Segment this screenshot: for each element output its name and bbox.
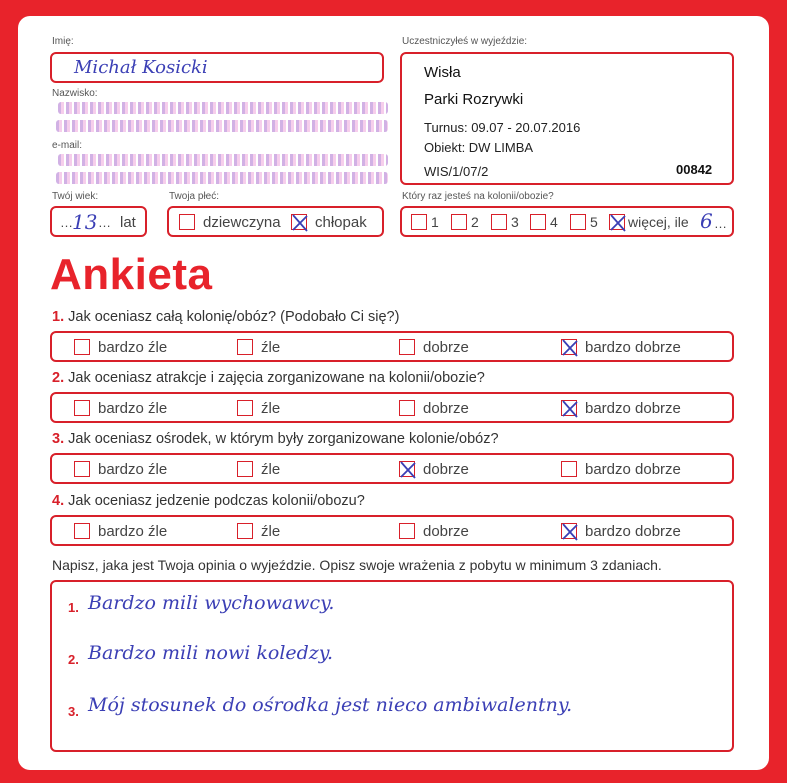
redacted-email-2 [56,172,388,184]
gender-checkbox-boy[interactable] [291,214,307,230]
times-option-1: 1 [431,214,439,230]
opinion-textarea[interactable] [50,580,734,752]
rating-option-label: bardzo źle [98,339,168,356]
trip-info-box [400,52,734,185]
trip-turnus: Turnus: 09.07 - 20.07.2016 [424,120,581,135]
email-label: e-mail: [52,140,83,151]
rating-option-label: bardzo dobrze [585,461,681,478]
opinion-line-number: 1. [68,600,79,615]
opinion-line-2: Bardzo mili nowi koledzy. [88,642,334,664]
redacted-surname-2 [56,120,388,132]
gender-field [167,206,384,237]
check-mark-icon [608,213,628,233]
opinion-prompt: Napisz, jaka jest Twoja opinia o wyjeździe. Opisz swoje wrażenia z pobytu w minimum 3 zdaniach. [52,557,662,573]
check-mark-icon [560,399,580,419]
rating-option-label: bardzo źle [98,523,168,540]
times-label: Który raz jesteś na kolonii/obozie? [402,191,554,202]
check-mark-icon [560,522,580,542]
rating-option-label: bardzo dobrze [585,400,681,417]
redacted-email [58,154,388,166]
rating-checkbox[interactable] [74,400,90,416]
question-number: 4. [52,493,65,509]
rating-checkbox[interactable] [561,339,577,355]
question-3-options [50,453,734,484]
rating-checkbox[interactable] [561,523,577,539]
times-option-2: 2 [471,214,479,230]
rating-option-label: źle [261,523,281,540]
rating-option-label: bardzo dobrze [585,523,681,540]
trip-label: Uczestniczyłeś w wyjeździe: [402,36,528,47]
opinion-line-1: Bardzo mili wychowawcy. [88,592,335,614]
redacted-surname [58,102,388,114]
rating-option-label: dobrze [423,461,469,478]
times-checkbox-4[interactable] [530,214,546,230]
times-checkbox-more[interactable] [609,214,625,230]
times-option-5: 5 [590,214,598,230]
rating-option-label: dobrze [423,339,469,356]
check-mark-icon [560,338,580,358]
trip-program: Parki Rozrywki [424,91,524,108]
surname-label: Nazwisko: [52,88,98,99]
question-3-text [52,431,499,447]
trip-place: Wisła [424,64,461,81]
name-label: Imię: [52,36,74,47]
opinion-line-number: 3. [68,704,79,719]
rating-checkbox[interactable] [399,461,415,477]
times-checkbox-3[interactable] [491,214,507,230]
rating-checkbox[interactable] [74,523,90,539]
page-title: Ankieta [50,250,213,299]
question-label: Jak oceniasz atrakcje i zajęcia zorganizowane na kolonii/obozie? [68,370,485,386]
name-value: Michał Kosicki [74,57,208,78]
trip-code: WIS/1/07/2 [424,164,489,179]
rating-checkbox[interactable] [399,523,415,539]
rating-checkbox[interactable] [399,339,415,355]
trip-obiekt: Obiekt: DW LIMBA [424,140,534,155]
question-4-options [50,515,734,546]
times-option-4: 4 [550,214,558,230]
times-dots: … [714,216,727,231]
question-label: Jak oceniasz ośrodek, w którym były zorganizowane kolonie/obóz? [68,431,499,447]
survey-sheet [18,16,769,770]
rating-checkbox[interactable] [237,461,253,477]
rating-option-label: bardzo źle [98,461,168,478]
question-2-options [50,392,734,423]
rating-option-label: źle [261,461,281,478]
times-option-3: 3 [511,214,519,230]
question-1-options [50,331,734,362]
gender-option-boy: chłopak [315,214,367,231]
rating-checkbox[interactable] [561,461,577,477]
question-number: 2. [52,370,65,386]
age-unit: lat [120,214,136,231]
gender-option-girl: dziewczyna [203,214,281,231]
age-value: 13 [72,210,98,234]
rating-option-label: bardzo źle [98,400,168,417]
question-2-text [52,370,485,386]
rating-checkbox[interactable] [237,339,253,355]
question-number: 3. [52,431,65,447]
gender-checkbox-girl[interactable] [179,214,195,230]
check-mark-icon [290,213,310,233]
rating-option-label: źle [261,400,281,417]
rating-option-label: źle [261,339,281,356]
rating-checkbox[interactable] [399,400,415,416]
opinion-line-3: Mój stosunek do ośrodka jest nieco ambiwalentny. [88,694,573,716]
question-4-text [52,493,365,509]
question-label: Jak oceniasz jedzenie podczas kolonii/obozu? [68,493,365,509]
question-1-text [52,309,399,325]
times-more-value: 6 [700,209,713,233]
question-label: Jak oceniasz całą kolonię/obóz? (Podobało Ci się?) [68,309,400,325]
name-field[interactable] [50,52,384,83]
rating-option-label: bardzo dobrze [585,339,681,356]
rating-option-label: dobrze [423,400,469,417]
opinion-line-number: 2. [68,652,79,667]
rating-checkbox[interactable] [237,523,253,539]
age-label: Twój wiek: [52,191,99,202]
times-checkbox-1[interactable] [411,214,427,230]
gender-label: Twoja płeć: [169,191,220,202]
rating-option-label: dobrze [423,523,469,540]
check-mark-icon [398,460,418,480]
trip-number: 00842 [676,162,713,177]
age-field[interactable] [50,206,147,237]
times-option-more: więcej, ile [628,214,689,230]
times-checkbox-2[interactable] [451,214,467,230]
age-dots-left: … [60,215,73,230]
rating-checkbox[interactable] [561,400,577,416]
rating-checkbox[interactable] [74,339,90,355]
times-checkbox-5[interactable] [570,214,586,230]
rating-checkbox[interactable] [237,400,253,416]
times-field [400,206,734,237]
question-number: 1. [52,309,65,325]
age-dots-right: … [98,215,111,230]
rating-checkbox[interactable] [74,461,90,477]
